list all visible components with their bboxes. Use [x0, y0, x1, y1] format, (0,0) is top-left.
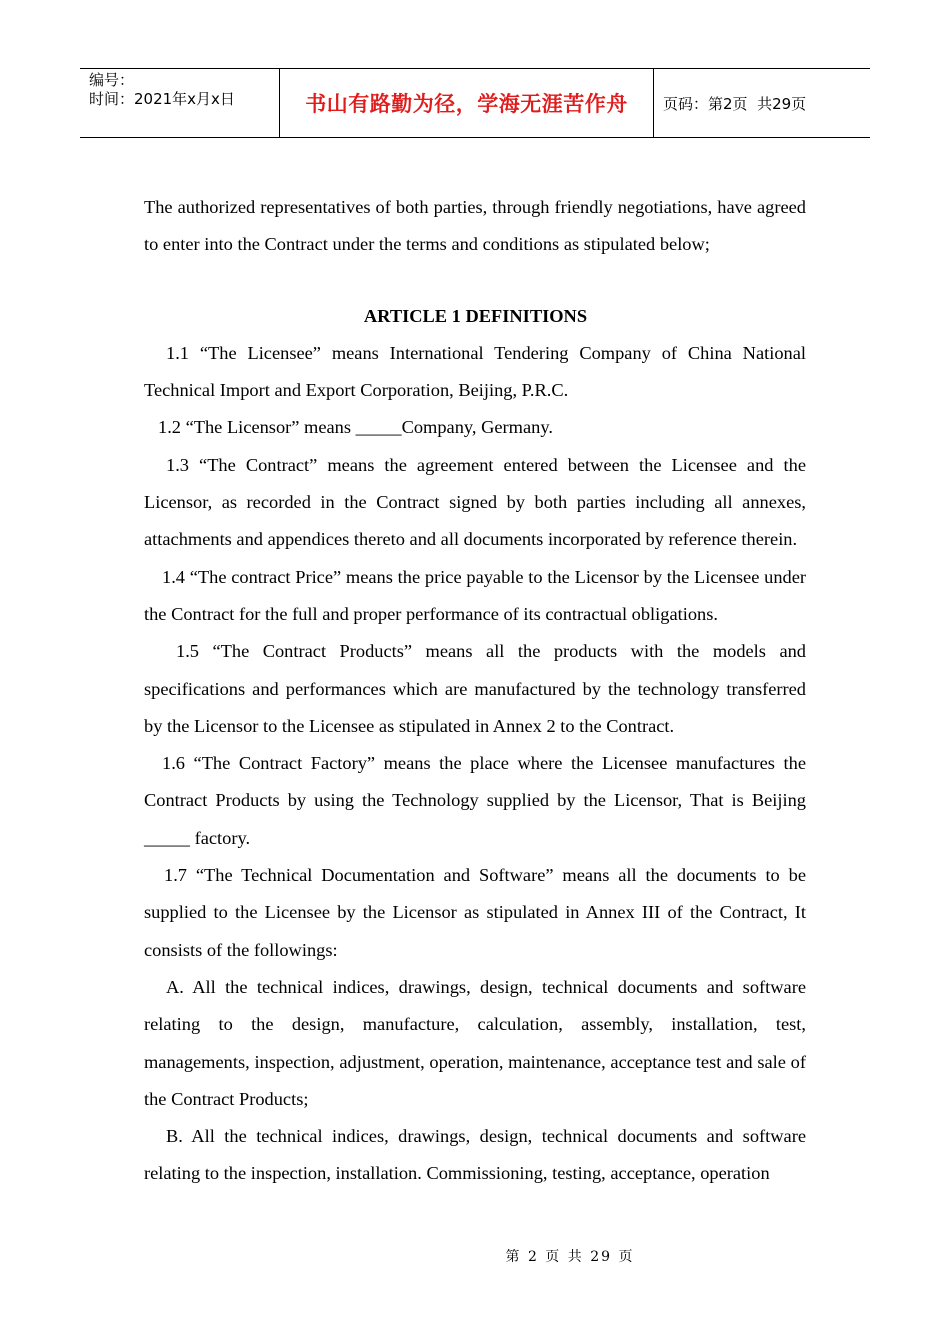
page-footer	[0, 1246, 950, 1266]
document-body	[144, 189, 806, 1193]
article-heading: ARTICLE 1 DEFINITIONS	[363, 305, 588, 326]
clause-paragraph: B. All the technical indices, drawings, design, technical documents and software relating to the inspection, installation. Commissioning, testing, acceptance, operation	[144, 1126, 806, 1184]
header-meta	[80, 69, 280, 137]
page-header	[80, 68, 870, 138]
clause-paragraph: 1.7 “The Technical Documentation and Software” means all the documents to be supplied to the Licensee by the Licensor as stipulated in Annex III of the Contract, It consists of the followings:	[144, 865, 806, 960]
intro-paragraph: The authorized representatives of both parties, through friendly negotiations, have agreed to enter into the Contract under the terms and conditions as stipulated below;	[144, 197, 806, 255]
header-page-info	[654, 69, 870, 137]
clause-paragraph: A. All the technical indices, drawings, design, technical documents and software relating to the design, manufacture, calculation, assembly, installation, test, managements, inspection, adjustment, operation, maintenance, acceptance test and sale of the Contract Products;	[144, 976, 806, 1109]
header-motto: 书山有路勤为径，学海无涯苦作舟	[280, 69, 654, 137]
time-label: 时间：2021年x月x日	[89, 90, 235, 108]
clause-list	[144, 335, 806, 1193]
clause-paragraph: 1.1 “The Licensee” means International Tendering Company of China National Technical Import and Export Corporation, Beijing, P.R.C.	[144, 342, 806, 401]
serial-label: 编号：	[89, 71, 135, 89]
page-info-text: 页码：第2页 共29页	[663, 94, 807, 113]
clause-paragraph: 1.6 “The Contract Factory” means the place where the Licensee manufactures the Contract Products by using the Technology supplied by the Licensor, That is Beijing _____ factory.	[144, 753, 806, 848]
footer-page-number: 第 2 页 共 29 页	[505, 1249, 635, 1265]
clause-paragraph: 1.4 “The contract Price” means the price payable to the Licensor by the Licensee under the Contract for the full and proper performance of its contractual obligations.	[144, 566, 806, 624]
clause-paragraph: 1.5 “The Contract Products” means all the products with the models and specifications and performances which are manufactured by the technology transferred by the Licensor to the Licensee as stipulated in Annex 2 to the Contract.	[144, 641, 806, 736]
clause-paragraph: 1.3 “The Contract” means the agreement entered between the Licensee and the Licensor, as recorded in the Contract signed by both parties including all annexes, attachments and appendices thereto and all documents incorporated by reference therein.	[144, 454, 806, 550]
clause-paragraph: 1.2 “The Licensor” means _____Company, Germany.	[158, 417, 553, 438]
